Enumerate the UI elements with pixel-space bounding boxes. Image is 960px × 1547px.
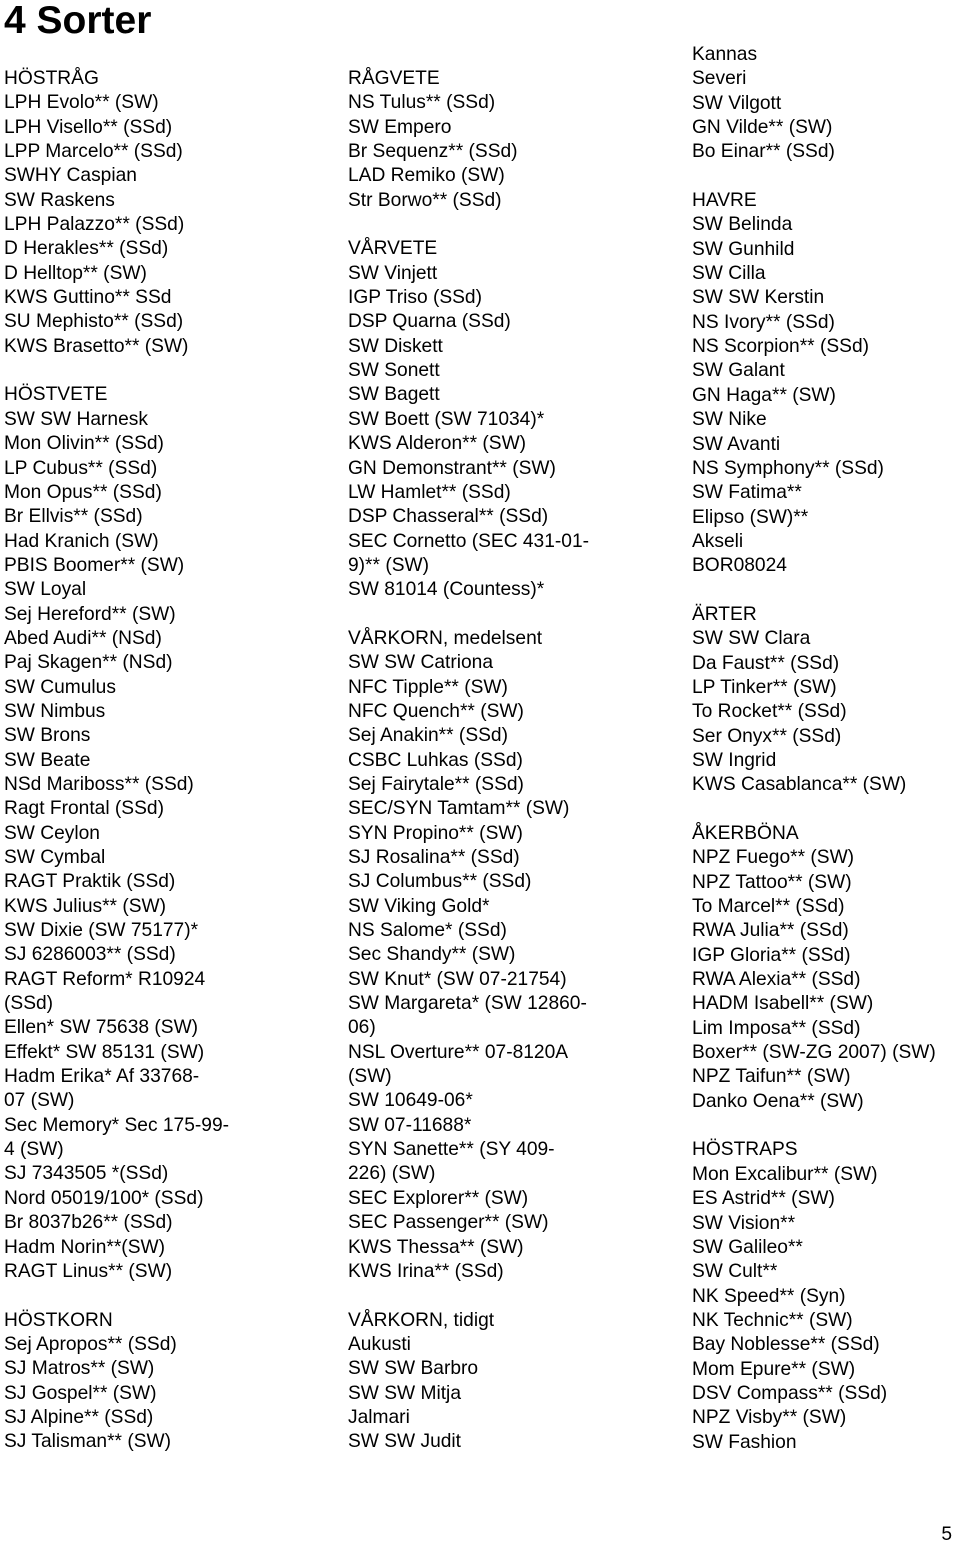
list-item: SJ 7343505 *(SSd): [4, 1163, 169, 1185]
list-item: Severi: [692, 68, 747, 90]
list-item: SW Galileo**: [692, 1236, 803, 1258]
list-item: VÅRKORN, medelsent: [348, 627, 543, 649]
blank-line: [692, 1114, 958, 1138]
list-item: LAD Remiko (SW): [348, 165, 505, 187]
list-item: HADM Isabell** (SW): [692, 993, 874, 1015]
blank-line: [692, 165, 958, 189]
blank-line: [692, 579, 958, 603]
list-item: To Marcel** (SSd): [692, 896, 845, 918]
list-item: NS Symphony** (SSd): [692, 457, 884, 479]
list-item: SW SW Judit: [348, 1431, 462, 1453]
list-item: RWA Julia** (SSd): [692, 920, 849, 942]
page-heading: 4 Sorter: [4, 0, 152, 42]
list-item: SEC Cornetto (SEC 431-01-: [348, 530, 590, 552]
list-item: SU Mephisto** (SSd): [4, 311, 184, 333]
list-item: LW Hamlet** (SSd): [348, 481, 511, 503]
list-item: SJ Matros** (SW): [4, 1358, 155, 1380]
list-item: Elipso (SW)**: [692, 506, 809, 528]
list-item: BOR08024: [692, 555, 787, 577]
list-item: SW Diskett: [348, 335, 443, 357]
list-item: Had Kranich (SW): [4, 530, 159, 552]
list-item: Mom Epure** (SW): [692, 1358, 856, 1380]
list-item: Bay Noblesse** (SSd): [692, 1334, 880, 1356]
list-item: SW SW Catriona: [348, 652, 494, 674]
list-item: SW 07-11688*: [348, 1114, 472, 1136]
list-item: SW Gunhild: [692, 238, 795, 260]
blank-line: [4, 1284, 334, 1308]
list-item: 07 (SW): [4, 1090, 75, 1112]
list-item: LPP Marcelo** (SSd): [4, 141, 183, 163]
list-item: Ellen* SW 75638 (SW): [4, 1017, 199, 1039]
list-item: HÖSTRÅG: [4, 68, 99, 89]
list-item: SW Boett (SW 71034)*: [348, 408, 545, 430]
list-item: SW SW Harnesk: [4, 408, 148, 430]
list-item: SW Galant: [692, 360, 785, 382]
list-item: Danko Oena** (SW): [692, 1090, 864, 1112]
list-item: 06): [348, 1017, 376, 1039]
list-item: KWS Julius** (SW): [4, 895, 167, 917]
list-item: Br Ellvis** (SSd): [4, 506, 143, 528]
list-item: LP Tinker** (SW): [692, 676, 837, 698]
list-item: SW Nimbus: [4, 700, 106, 722]
list-item: SW Vision**: [692, 1212, 796, 1234]
list-item: SJ Talisman** (SW): [4, 1431, 172, 1453]
list-item: SW Dixie (SW 75177)*: [4, 920, 199, 942]
list-item: Effekt* SW 85131 (SW): [4, 1041, 205, 1063]
list-item: SW Vilgott: [692, 92, 782, 114]
list-item: Sej Hereford** (SW): [4, 603, 176, 625]
list-item: KWS Thessa** (SW): [348, 1236, 524, 1258]
list-item: Mon Excalibur** (SW): [692, 1163, 878, 1185]
list-item: SJ Rosalina** (SSd): [348, 847, 520, 868]
list-item: SW SW Mitja: [348, 1382, 461, 1404]
column-2: [348, 67, 678, 1455]
list-item: To Rocket** (SSd): [692, 701, 847, 723]
list-item: SEC/SYN Tamtam** (SW): [348, 798, 570, 820]
list-item: 9)** (SW): [348, 554, 430, 576]
list-item: SW Cumulus: [4, 676, 116, 698]
column-1: [4, 67, 334, 1455]
list-item: Str Borwo** (SSd): [348, 189, 502, 211]
list-item: SW Beate: [4, 749, 91, 771]
list-item: SW SW Barbro: [348, 1358, 479, 1380]
list-item: GN Vilde** (SW): [692, 117, 833, 139]
list-item: SJ Alpine** (SSd): [4, 1406, 154, 1428]
list-item: KWS Brasetto** (SW): [4, 335, 189, 357]
list-item: RAGT Reform* R10924: [4, 968, 206, 990]
blank-line: [348, 603, 678, 627]
list-item: GN Demonstrant** (SW): [348, 457, 556, 479]
list-item: DSP Chasseral** (SSd): [348, 506, 549, 528]
list-item: NS Tulus** (SSd): [348, 92, 496, 114]
list-item: Kannas: [692, 44, 758, 65]
list-item: SW Loyal: [4, 579, 87, 601]
list-item: SWHY Caspian: [4, 165, 137, 187]
list-item: KWS Casablanca** (SW): [692, 774, 907, 796]
list-item: Ragt Frontal (SSd): [4, 798, 164, 820]
list-item: NS Ivory** (SSd): [692, 311, 835, 333]
list-item: Nord 05019/100* (SSd): [4, 1187, 204, 1209]
blank-line: [692, 798, 958, 822]
list-item: NSd Mariboss** (SSd): [4, 773, 194, 795]
list-item: Sej Anakin** (SSd): [348, 725, 508, 747]
list-item: SW Cult**: [692, 1261, 778, 1283]
list-item: NSL Overture** 07-8120A: [348, 1041, 569, 1063]
list-item: Lim Imposa** (SSd): [692, 1017, 861, 1039]
list-item: Hadm Erika* Af 33768-: [4, 1066, 200, 1088]
list-item: (SSd): [4, 993, 54, 1015]
list-item: SW Vinjett: [348, 262, 438, 284]
list-item: VÅRKORN, tidigt: [348, 1309, 495, 1331]
list-item: LPH Visello** (SSd): [4, 116, 173, 138]
list-item: SW Nike: [692, 409, 767, 431]
list-item: RWA Alexia** (SSd): [692, 969, 861, 991]
list-item: Sej Apropos** (SSd): [4, 1333, 177, 1355]
list-item: SW Avanti: [692, 433, 781, 455]
blank-line: [4, 359, 334, 383]
list-item: SYN Sanette** (SY 409-: [348, 1139, 555, 1161]
list-item: SW SW Clara: [692, 628, 811, 650]
list-item: NFC Quench** (SW): [348, 700, 524, 722]
list-item: Bo Einar** (SSd): [692, 141, 835, 163]
list-item: SW Empero: [348, 116, 452, 138]
list-item: SW 10649-06*: [348, 1090, 473, 1112]
list-item: SW Brons: [4, 725, 91, 747]
list-item: PBIS Boomer** (SW): [4, 554, 185, 576]
list-item: DSV Compass** (SSd): [692, 1382, 888, 1404]
list-item: Ser Onyx** (SSd): [692, 725, 842, 747]
list-item: HÖSTKORN: [4, 1309, 113, 1331]
list-item: SW Margareta* (SW 12860-: [348, 993, 587, 1015]
list-item: SW Fashion: [692, 1431, 797, 1453]
list-item: Paj Skagen** (NSd): [4, 652, 173, 674]
list-item: Akseli: [692, 530, 744, 552]
list-item: SEC Explorer** (SW): [348, 1187, 529, 1209]
list-item: ÅKERBÖNA: [692, 823, 799, 844]
list-item: 226) (SW): [348, 1163, 436, 1185]
list-item: SJ Gospel** (SW): [4, 1382, 157, 1404]
list-item: HAVRE: [692, 190, 757, 212]
list-item: DSP Quarna (SSd): [348, 311, 511, 333]
list-item: D Helltop** (SW): [4, 262, 147, 284]
list-item: LP Cubus** (SSd): [4, 457, 158, 479]
list-item: VÅRVETE: [348, 238, 438, 260]
list-item: NPZ Taifun** (SW): [692, 1066, 851, 1088]
page-number: 5: [941, 1524, 952, 1545]
list-item: NK Speed** (Syn): [692, 1285, 846, 1307]
list-item: RAGT Praktik (SSd): [4, 871, 176, 893]
list-item: NFC Tipple** (SW): [348, 676, 508, 698]
list-item: SW Belinda: [692, 214, 793, 236]
list-item: ES Astrid** (SW): [692, 1188, 835, 1210]
list-item: RAGT Linus** (SW): [4, 1260, 173, 1282]
list-item: KWS Alderon** (SW): [348, 433, 527, 455]
list-item: NPZ Tattoo** (SW): [692, 871, 852, 893]
list-item: (SW): [348, 1066, 392, 1088]
list-item: NPZ Fuego** (SW): [692, 847, 855, 869]
list-item: KWS Guttino** SSd: [4, 287, 172, 309]
list-item: SW Bagett: [348, 384, 440, 406]
list-item: HÖSTRAPS: [692, 1139, 798, 1161]
list-item: Jalmari: [348, 1406, 410, 1428]
blank-line: [348, 1284, 678, 1308]
list-item: SW Cymbal: [4, 847, 106, 868]
list-item: LPH Evolo** (SW): [4, 92, 159, 114]
list-item: SW Knut* (SW 07-21754): [348, 968, 567, 990]
list-item: SW Viking Gold*: [348, 895, 490, 917]
list-item: SW Cilla: [692, 263, 766, 285]
list-item: KWS Irina** (SSd): [348, 1260, 504, 1282]
list-item: Da Faust** (SSd): [692, 652, 840, 674]
list-item: Mon Olivin** (SSd): [4, 433, 164, 455]
list-item: IGP Triso (SSd): [348, 287, 482, 309]
list-item: SW Raskens: [4, 189, 115, 211]
list-item: HÖSTVETE: [4, 384, 108, 406]
list-item: NK Technic** (SW): [692, 1309, 853, 1331]
list-item: D Herakles** (SSd): [4, 238, 169, 260]
list-item: SJ Columbus** (SSd): [348, 871, 532, 893]
list-item: SW Sonett: [348, 360, 440, 382]
list-item: Br 8037b26** (SSd): [4, 1212, 173, 1234]
column-3: [692, 43, 958, 1455]
blank-line: [348, 213, 678, 237]
list-item: Boxer** (SW-ZG 2007) (SW): [692, 1042, 936, 1064]
list-item: SW Fatima**: [692, 482, 802, 504]
list-item: NS Salome* (SSd): [348, 920, 507, 942]
list-item: RÅGVETE: [348, 68, 440, 89]
list-item: GN Haga** (SW): [692, 384, 836, 406]
list-item: SJ 6286003** (SSd): [4, 944, 176, 966]
list-item: LPH Palazzo** (SSd): [4, 214, 185, 236]
list-item: SW Ceylon: [4, 822, 100, 844]
list-item: SYN Propino** (SW): [348, 822, 523, 844]
list-item: Sec Shandy** (SW): [348, 944, 516, 966]
list-item: IGP Gloria** (SSd): [692, 944, 851, 966]
list-item: 4 (SW): [4, 1139, 64, 1161]
list-item: Sec Memory* Sec 175-99-: [4, 1114, 230, 1136]
list-item: ÄRTER: [692, 603, 757, 625]
list-item: Abed Audi** (NSd): [4, 627, 162, 649]
list-item: SW SW Kerstin: [692, 287, 825, 309]
list-item: NS Scorpion** (SSd): [692, 336, 870, 358]
list-item: SEC Passenger** (SW): [348, 1212, 549, 1234]
list-item: SW 81014 (Countess)*: [348, 579, 545, 601]
list-item: Mon Opus** (SSd): [4, 481, 162, 503]
list-item: Sej Fairytale** (SSd): [348, 773, 524, 795]
list-item: Aukusti: [348, 1333, 411, 1355]
list-item: SW Ingrid: [692, 749, 777, 771]
list-item: Hadm Norin**(SW): [4, 1236, 165, 1258]
list-item: NPZ Visby** (SW): [692, 1407, 847, 1429]
list-item: Br Sequenz** (SSd): [348, 141, 518, 163]
list-item: CSBC Luhkas (SSd): [348, 749, 523, 771]
